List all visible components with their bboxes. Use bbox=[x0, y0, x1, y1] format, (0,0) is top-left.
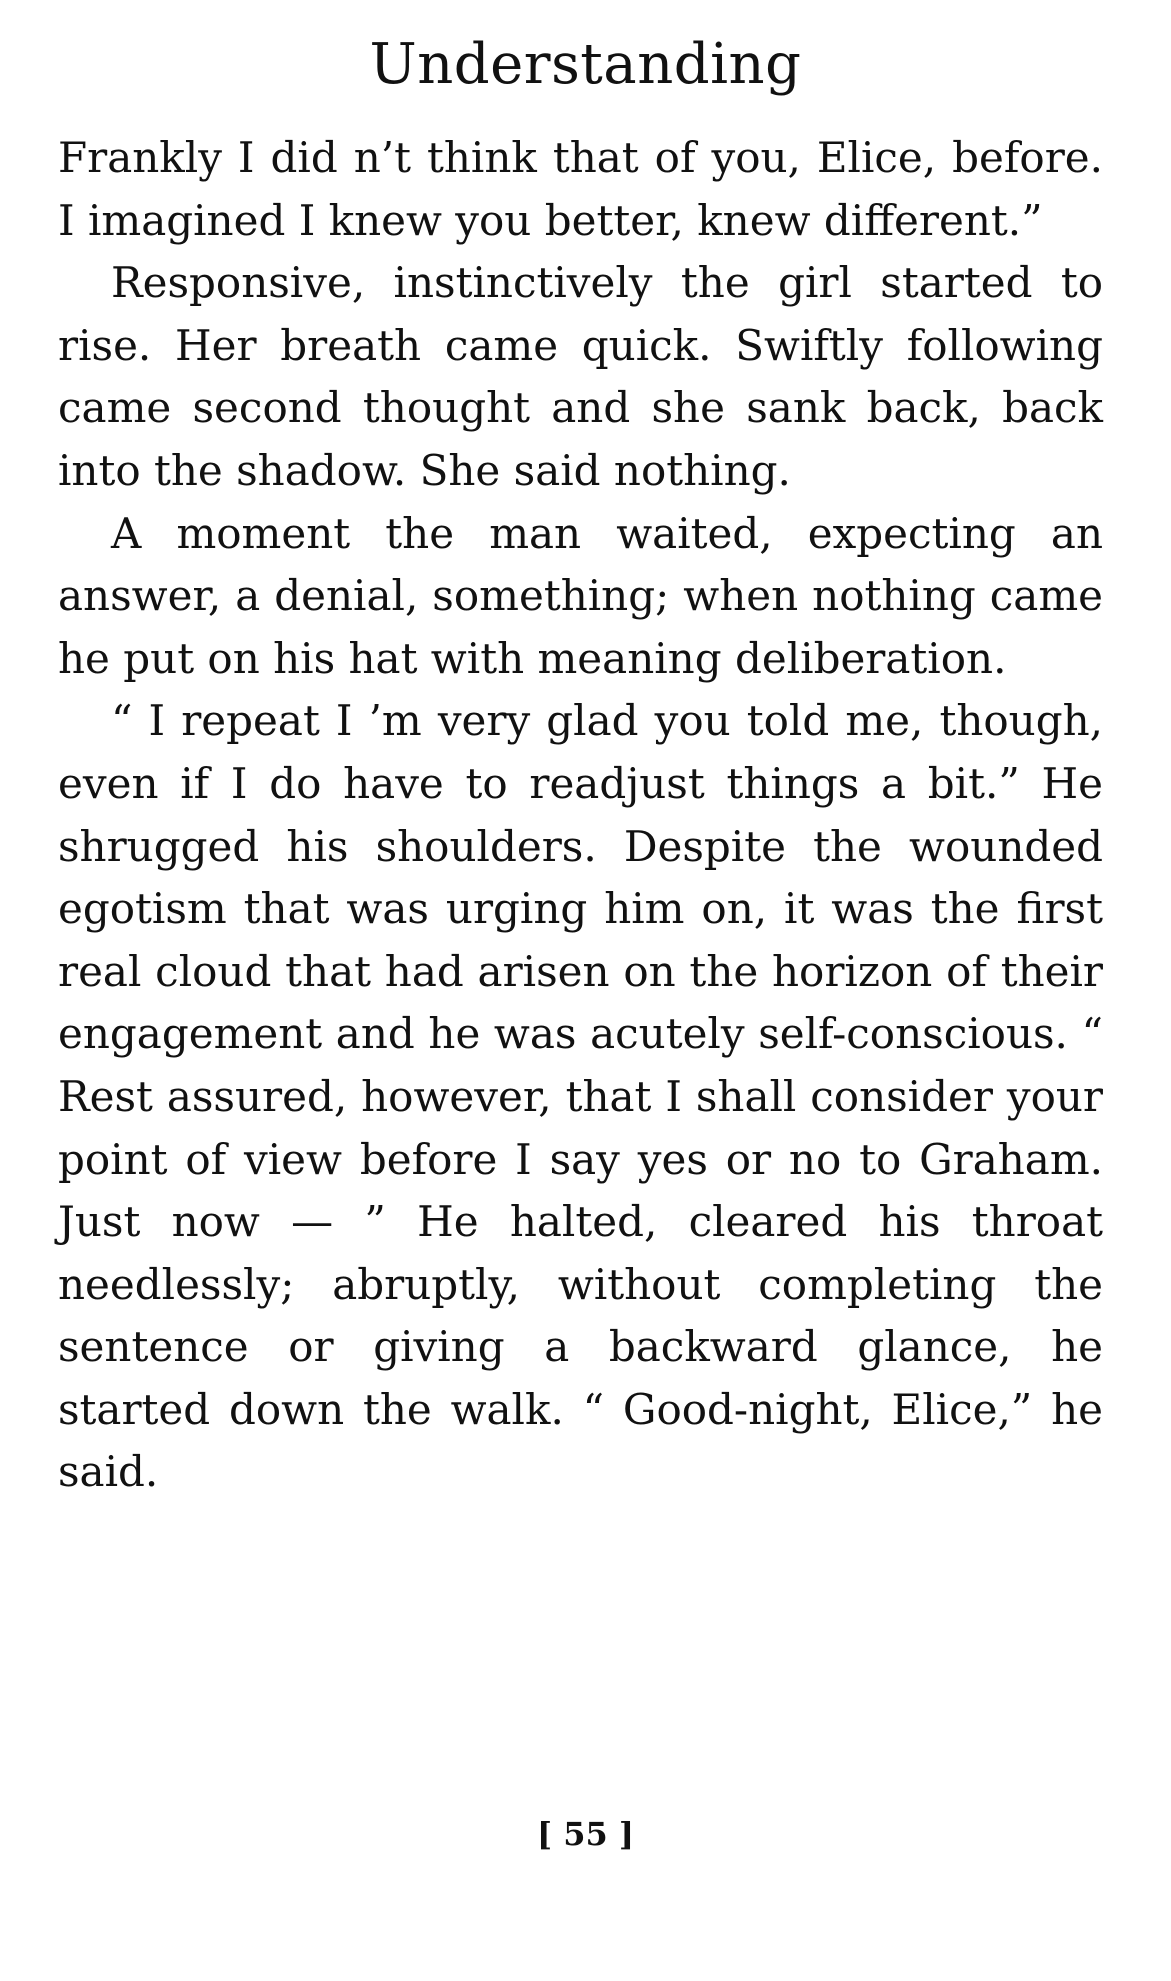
paragraph: Responsive, instinctively the girl started to rise. Her breath came quick. Swiftly following came second thought and she sank back, back into the shadow. She said nothing. bbox=[58, 258, 1103, 495]
paragraph: A moment the man waited, expecting an answer, a denial, something; when nothing came he put on his hat with meaning deliberation. bbox=[58, 508, 1103, 683]
body-text bbox=[58, 127, 1103, 1504]
paragraph: “ I repeat I ’m very glad you told me, though, even if I do have to readjust things a bit.” He shrugged his shoulders. Despite the wounded egotism that was urging him on, it was the first real cloud that had arisen on the horizon of their engagement and he was acutely self-conscious. “ Rest assured, however, that I shall consider your point of view before I say yes or no to Graham. Just now — ” He halted, cleared his throat needlessly; abruptly, without completing the sentence or giving a backward glance, he started down the walk. “ Good-night, Elice,” he said. bbox=[58, 696, 1103, 1497]
paragraph-continuation: Frankly I did n’t think that of you, Elice, before. I imagined I knew you better, knew different.” bbox=[58, 133, 1103, 245]
page-number: [ 55 ] bbox=[536, 1815, 635, 1853]
running-head: Understanding bbox=[369, 32, 802, 97]
